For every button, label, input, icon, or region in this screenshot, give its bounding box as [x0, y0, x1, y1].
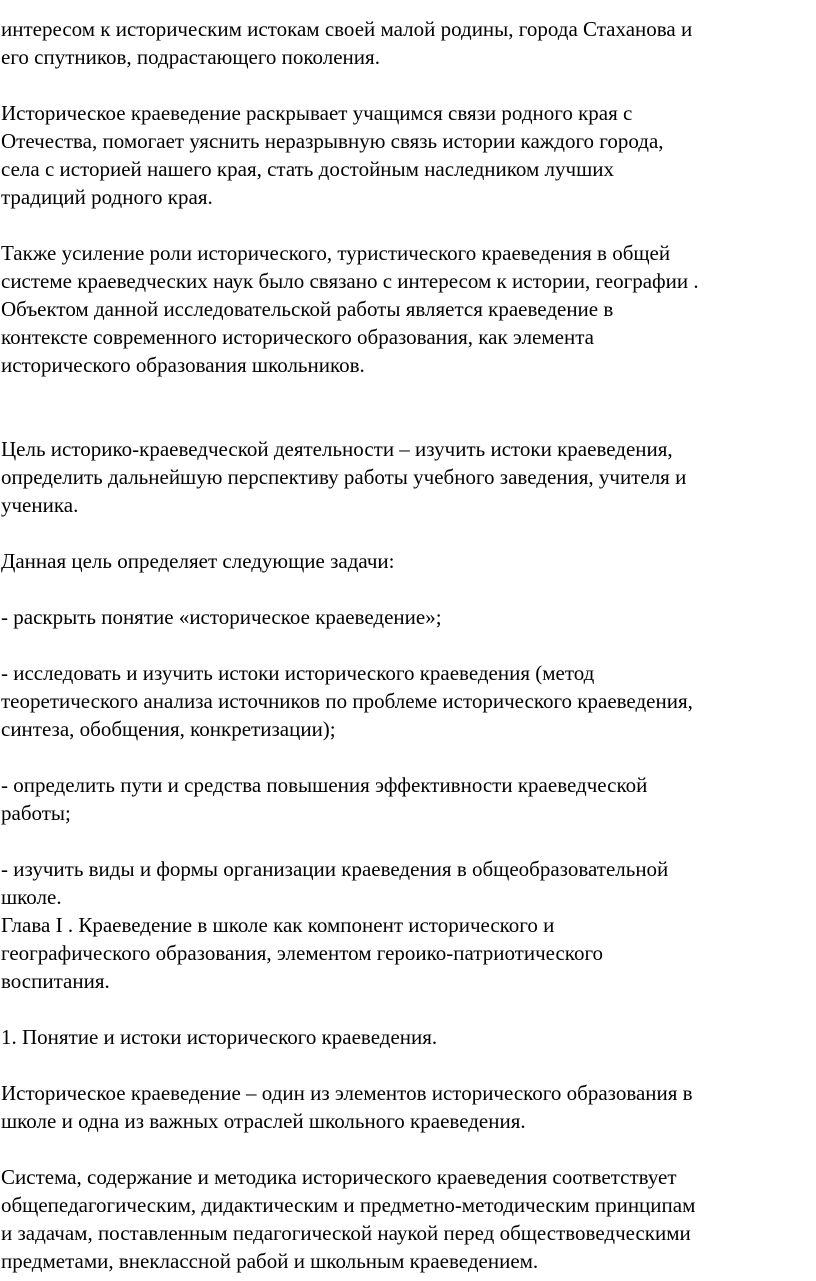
text-line: синтеза, обобщения, конкретизации); — [1, 717, 336, 741]
paragraph-gap — [1, 743, 808, 771]
text-line: работы; — [1, 801, 71, 825]
paragraph-gap — [1, 575, 808, 603]
text-line: контексте современного исторического образования, как элемента — [1, 325, 594, 349]
text-line: его спутников, подрастающего поколения. — [1, 45, 380, 69]
text-line: исторического образования школьников. — [1, 353, 365, 377]
text-line: Данная цель определяет следующие задачи: — [1, 549, 395, 573]
paragraph-gap — [1, 1051, 808, 1079]
paragraph-gap — [1, 519, 808, 547]
text-line: школе. — [1, 885, 62, 909]
text-line: - изучить виды и формы организации краеведения в общеобразовательной — [1, 857, 669, 881]
section-heading-line: 1. Понятие и истоки исторического краеведения. — [1, 1025, 438, 1049]
text-line: теоретического анализа источников по проблеме исторического краеведения, — [1, 689, 693, 713]
task-item-3 — [1, 771, 808, 827]
document-page — [0, 15, 816, 1281]
text-line: Объектом данной исследовательской работы является краеведение в — [1, 297, 614, 321]
paragraph-gap — [1, 71, 808, 99]
paragraph-gap — [1, 379, 808, 435]
paragraph-definition — [1, 1079, 808, 1135]
paragraph-goal — [1, 435, 808, 519]
text-line: и задачам, поставленным педагогической наукой перед обществоведческими — [1, 1221, 691, 1245]
text-line: Цель историко-краеведческой деятельности – изучить истоки краеведения, — [1, 437, 673, 461]
task-item-1 — [1, 603, 808, 631]
text-line: Система, содержание и методика исторического краеведения соответствует — [1, 1165, 677, 1189]
text-line: определить дальнейшую перспективу работы учебного заведения, учителя и — [1, 465, 687, 489]
paragraph-methodology — [1, 1163, 808, 1275]
text-line: традиций родного края. — [1, 185, 213, 209]
paragraph-object-of-research — [1, 239, 808, 379]
task-item-4-and-chapter-heading — [1, 855, 808, 995]
paragraph-regional-history — [1, 99, 808, 211]
text-line: ученика. — [1, 493, 79, 517]
text-line: села с историей нашего края, стать достойным наследником лучших — [1, 157, 614, 181]
section-heading — [1, 1023, 808, 1051]
chapter-heading-line: географического образования, элементом героико-патриотического — [1, 941, 604, 965]
text-line: - исследовать и изучить истоки исторического краеведения (метод — [1, 661, 595, 685]
text-line: интересом к историческим истокам своей малой родины, города Стаханова и — [1, 17, 693, 41]
text-line: предметами, внеклассной рабой и школьным краеведением. — [1, 1249, 539, 1273]
text-line: школе и одна из важных отраслей школьного краеведения. — [1, 1109, 526, 1133]
chapter-heading-line: воспитания. — [1, 969, 110, 993]
text-line: - раскрыть понятие «историческое краеведение»; — [1, 605, 442, 629]
paragraph-gap — [1, 211, 808, 239]
paragraph-gap — [1, 1135, 808, 1163]
paragraph-tasks-intro — [1, 547, 808, 575]
text-line: Историческое краеведение раскрывает учащимся связи родного края с — [1, 101, 633, 125]
text-line: Отечества, помогает уяснить неразрывную связь истории каждого города, — [1, 129, 664, 153]
text-line: системе краеведческих наук было связано с интересом к истории, географии . — [1, 269, 699, 293]
text-line: Также усиление роли исторического, туристического краеведения в общей — [1, 241, 671, 265]
text-line: - определить пути и средства повышения эффективности краеведческой — [1, 773, 648, 797]
text-line: Историческое краеведение – один из элементов исторического образования в — [1, 1081, 693, 1105]
task-item-2 — [1, 659, 808, 743]
paragraph-gap — [1, 631, 808, 659]
paragraph-gap — [1, 827, 808, 855]
paragraph-intro-continuation — [1, 15, 808, 71]
text-line: общепедагогическим, дидактическим и предметно-методическим принципам — [1, 1193, 696, 1217]
chapter-heading-line: Глава I . Краеведение в школе как компонент исторического и — [1, 913, 555, 937]
paragraph-gap — [1, 995, 808, 1023]
